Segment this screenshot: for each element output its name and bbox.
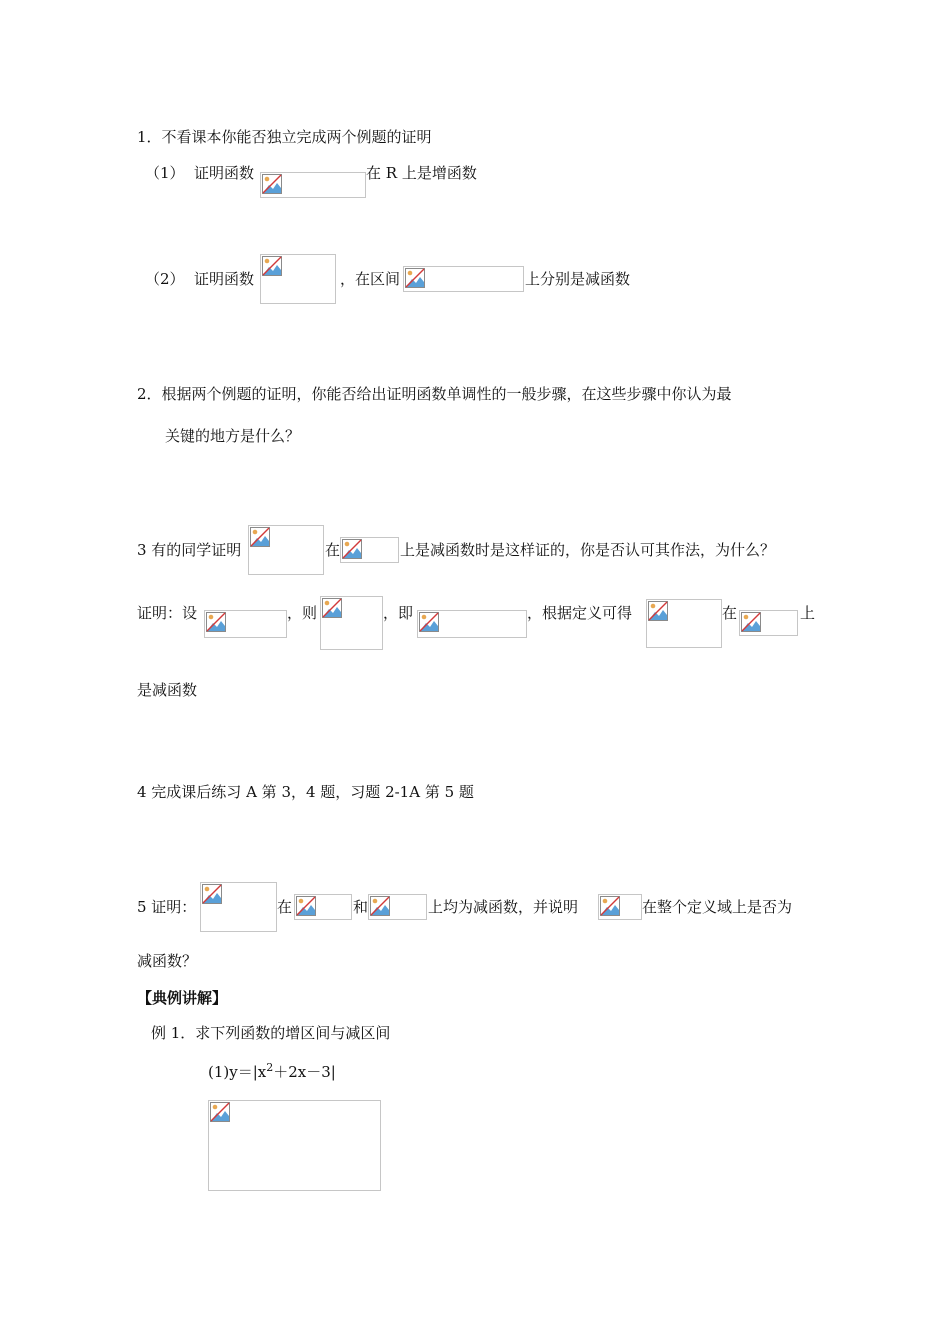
- q1-part1-number: （1）: [145, 164, 185, 182]
- formula-rest: ＋2x－3|: [273, 1063, 336, 1081]
- q5-text-middle: 上均为减函数，并说明: [428, 898, 579, 916]
- q1-part2-text-middle: ，在区间: [340, 270, 401, 288]
- broken-image-icon: [370, 896, 390, 916]
- formula-image: [200, 882, 277, 932]
- q3-text-definition: ，根据定义可得: [527, 604, 633, 622]
- broken-image-icon: [405, 268, 425, 288]
- broken-image-icon: [419, 612, 439, 632]
- formula-exponent: 2: [266, 1061, 274, 1074]
- broken-image-icon: [202, 884, 222, 904]
- formula-image: [417, 610, 527, 638]
- example1-formula: [208, 1062, 336, 1082]
- q3-text-tail: 是减函数: [137, 681, 198, 699]
- broken-image-icon: [600, 896, 620, 916]
- broken-image-icon: [741, 612, 761, 632]
- example1-title: 例 1．求下列函数的增区间与减区间: [151, 1024, 391, 1042]
- q5-text-before: 5 证明：: [137, 898, 197, 916]
- formula-image: [260, 254, 336, 304]
- q5-text-zai: 在: [277, 898, 293, 916]
- formula-image: [598, 894, 642, 920]
- broken-image-icon: [342, 539, 362, 559]
- q5-text-after: 在整个定义域上是否为: [642, 898, 793, 916]
- broken-image-icon: [210, 1102, 230, 1122]
- broken-image-icon: [262, 174, 282, 194]
- formula-image: [248, 525, 324, 575]
- q3-text-ze: ，则: [287, 604, 318, 622]
- graph-image: [208, 1100, 381, 1191]
- q3-text-after: 上是减函数时是这样证的，你是否认可其作法，为什么？: [400, 541, 776, 559]
- formula-image: [739, 610, 798, 636]
- q5-text-he: 和: [353, 898, 369, 916]
- q1-part1-text-after: 在 R 上是增函数: [366, 164, 477, 182]
- broken-image-icon: [322, 598, 342, 618]
- broken-image-icon: [262, 256, 282, 276]
- q1-title: 1．不看课本你能否独立完成两个例题的证明: [137, 128, 432, 146]
- broken-image-icon: [206, 612, 226, 632]
- broken-image-icon: [296, 896, 316, 916]
- q1-part2-number: （2）: [145, 270, 185, 288]
- q1-part2-text-after: 上分别是减函数: [525, 270, 631, 288]
- q4-text: 4 完成课后练习 A 第 3，4 题，习题 2-1A 第 5 题: [137, 783, 474, 801]
- q5-text-tail: 减函数？: [137, 952, 198, 970]
- q3-text-before: 3 有的同学证明: [137, 541, 242, 559]
- q3-text-zai2: 在: [722, 604, 738, 622]
- q3-proof-label: 证明：设: [137, 604, 198, 622]
- q3-text-zai: 在: [325, 541, 341, 559]
- q1-part2-text-before: 证明函数: [194, 270, 255, 288]
- formula-image: [260, 172, 366, 198]
- formula-image: [294, 894, 352, 920]
- formula-image: [204, 610, 287, 638]
- q3-text-shang: 上: [800, 604, 816, 622]
- formula-image: [403, 266, 524, 292]
- section-heading: 【典例讲解】: [137, 989, 228, 1007]
- broken-image-icon: [648, 601, 668, 621]
- q3-text-ji: ，即: [383, 604, 414, 622]
- formula-base: (1)y＝|x: [208, 1063, 267, 1081]
- broken-image-icon: [250, 527, 270, 547]
- formula-image: [646, 599, 722, 648]
- q2-line2: 关键的地方是什么？: [165, 427, 301, 445]
- q1-part1-text-before: 证明函数: [194, 164, 255, 182]
- formula-image: [368, 894, 427, 920]
- formula-image: [340, 537, 399, 563]
- q2-line1: 2．根据两个例题的证明，你能否给出证明函数单调性的一般步骤，在这些步骤中你认为最: [137, 385, 732, 403]
- formula-image: [320, 596, 383, 650]
